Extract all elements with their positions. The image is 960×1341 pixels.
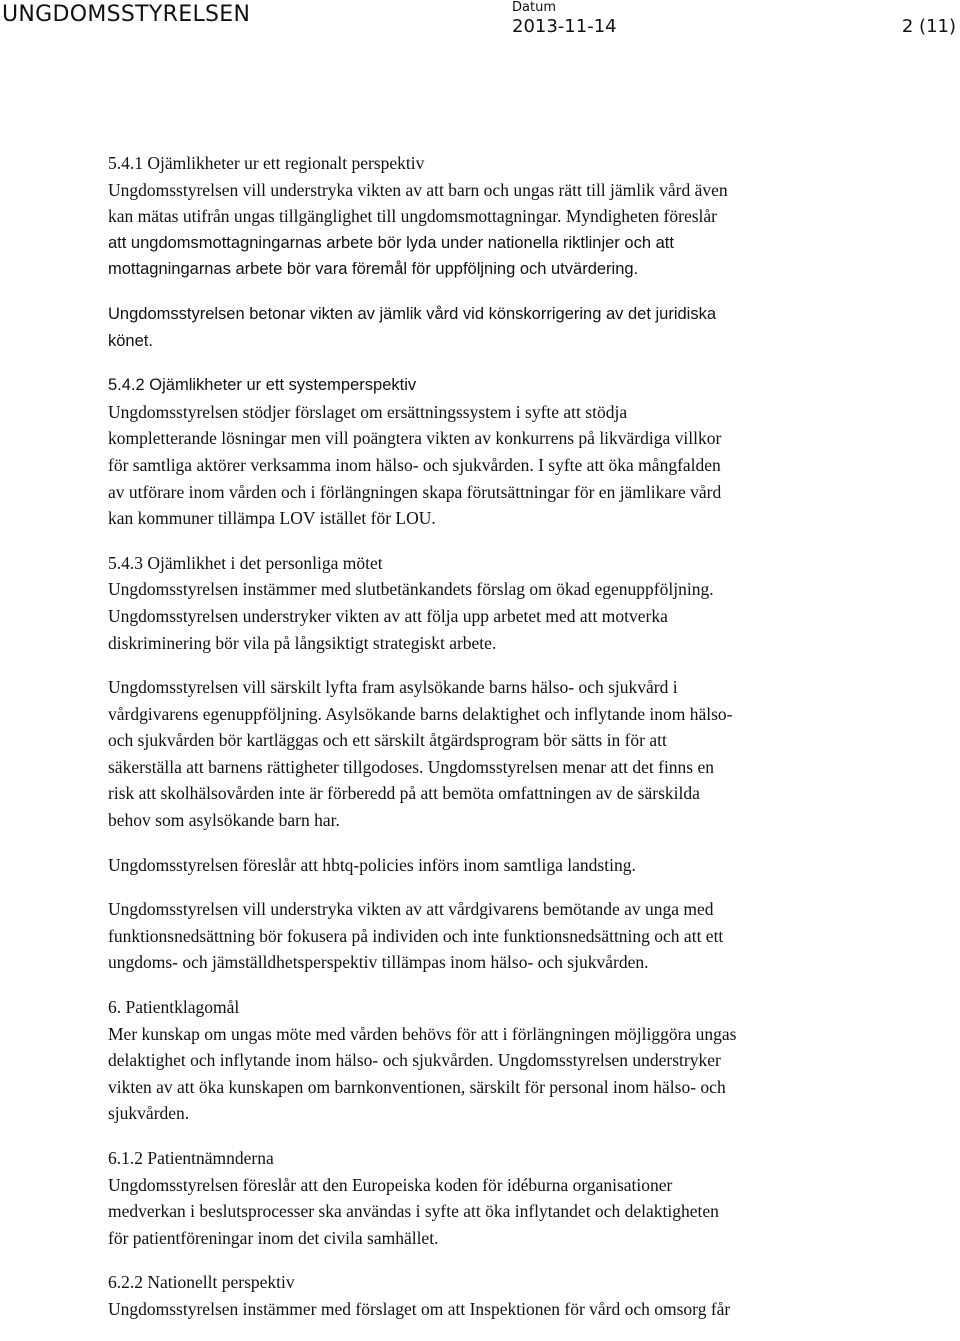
text-line: medverkan i beslutsprocesser ska användas i syfte att öka inflytandet och delaktigheten [108, 1201, 719, 1222]
text-line: funktionsnedsättning bör fokusera på individen och inte funktionsnedsättning och att ett [108, 925, 724, 946]
section-6-2-2 [108, 1269, 848, 1322]
paragraph-asylum-children [108, 674, 848, 834]
text-line: Ungdomsstyrelsen föreslår att hbtq-policies införs inom samtliga landsting. [108, 854, 636, 875]
page-number: 2 (11) [901, 16, 956, 37]
text-line: delaktighet och inflytande inom hälso- och sjukvården. Ungdomsstyrelsen understryker [108, 1050, 721, 1071]
text-line: risk att skolhälsovården inte är förberedd på att bemöta omfattningen av de särskilda [108, 783, 700, 804]
paragraph-gender-reassignment [108, 301, 848, 354]
section-5-4-2 [108, 372, 848, 532]
section-5-4-3 [108, 550, 848, 656]
text-line: könet. [108, 331, 153, 350]
paragraph-disability [108, 896, 848, 976]
section-heading: 6. Patientklagomål [108, 997, 240, 1018]
section-heading: 6.1.2 Patientnämnderna [108, 1148, 274, 1168]
text-line: av utförare inom vården och i förlängningen skapa förutsättningar för en jämlikare vård [108, 481, 722, 502]
text-line: diskriminering bör vila på långsiktigt strategiskt arbete. [108, 632, 497, 653]
section-heading: 5.4.2 Ojämlikheter ur ett systemperspektiv [108, 376, 417, 395]
section-5-4-1 [108, 150, 848, 283]
text-line: sjukvården. [108, 1103, 190, 1124]
text-line: mottagningarnas arbete bör vara föremål för uppföljning och utvärdering. [108, 260, 639, 279]
text-line: Ungdomsstyrelsen stödjer förslaget om ersättningssystem i syfte att stödja [108, 401, 628, 422]
document-date: 2013-11-14 [512, 16, 617, 37]
text-line: Ungdomsstyrelsen instämmer med förslaget om att Inspektionen för vård och omsorg får [108, 1298, 731, 1319]
organization-name: UNGDOMSSTYRELSEN [2, 2, 251, 27]
text-line-part: kan mätas utifrån ungas tillgänglighet till ungdomsmottagningar. Myndigheten föreslår [108, 206, 717, 227]
section-heading: 5.4.3 Ojämlikhet i det personliga mötet [108, 552, 383, 573]
text-line: ungdoms- och jämställdhetsperspektiv tillämpas inom hälso- och sjukvården. [108, 952, 649, 973]
text-line: Ungdomsstyrelsen föreslår att den Europeiska koden för idéburna organisationer [108, 1174, 673, 1195]
section-heading: 6.2.2 Nationellt perspektiv [108, 1272, 295, 1293]
text-line: Mer kunskap om ungas möte med vården behövs för att i förlängningen möjliggöra ungas [108, 1023, 737, 1044]
text-line: Ungdomsstyrelsen vill understryka vikten av att barn och ungas rätt till jämlik vård även [108, 179, 728, 200]
text-line: Ungdomsstyrelsen instämmer med slutbetänkandets förslag om ökad egenuppföljning. [108, 579, 714, 600]
text-line: kan kommuner tillämpa LOV istället för LOU. [108, 508, 436, 529]
document-body [108, 150, 848, 1341]
section-heading: 5.4.1 Ojämlikheter ur ett regionalt perspektiv [108, 153, 425, 173]
text-line: vikten av att öka kunskapen om barnkonventionen, särskilt för personal inom hälso- och [108, 1076, 726, 1097]
date-label: Datum [512, 0, 556, 15]
text-line: och sjukvården bör kartläggas och ett särskilt åtgärdsprogram bör sätts in för att [108, 730, 667, 751]
text-line: vårdgivarens egenuppföljning. Asylsökande barns delaktighet och inflytande inom hälso- [108, 703, 733, 724]
text-line: kompletterande lösningar men vill poängtera vikten av konkurrens på likvärdiga villkor [108, 428, 722, 449]
section-6-1-2 [108, 1145, 848, 1251]
paragraph-hbtq-policies [108, 852, 848, 879]
page-header [0, 0, 960, 50]
text-line: för samtliga aktörer verksamma inom hälso- och sjukvården. I syfte att öka mångfalden [108, 454, 721, 475]
text-line: för patientföreningar inom det civila samhället. [108, 1227, 439, 1248]
text-line: Ungdomsstyrelsen understryker vikten av att följa upp arbetet med att motverka [108, 605, 668, 626]
text-line: Ungdomsstyrelsen vill understryka vikten av att vårdgivarens bemötande av unga med [108, 899, 714, 920]
text-line: säkerställa att barnens rättigheter tillgodoses. Ungdomsstyrelsen menar att det finns en [108, 756, 715, 777]
text-line: Ungdomsstyrelsen betonar vikten av jämlik vård vid könskorrigering av det juridiska [108, 304, 717, 323]
text-line [108, 203, 848, 230]
text-line: behov som asylsökande barn har. [108, 810, 340, 831]
text-line: Ungdomsstyrelsen vill särskilt lyfta fram asylsökande barns hälso- och sjukvård i [108, 677, 678, 698]
text-line: att ungdomsmottagningarnas arbete bör lyda under nationella riktlinjer och att [108, 233, 674, 252]
section-6 [108, 994, 848, 1127]
